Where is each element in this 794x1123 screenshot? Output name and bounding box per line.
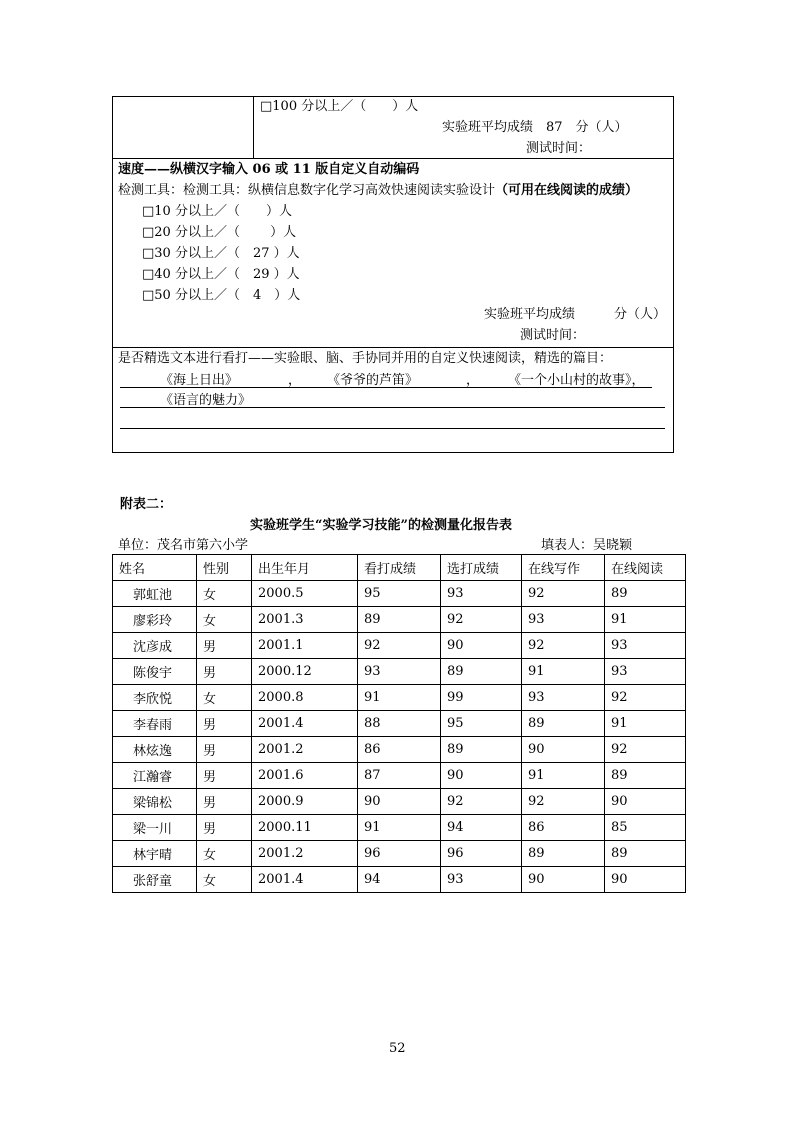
speed-option-40: □40 分以上／（ 29 ）人 [142,267,300,282]
cell-birth: 2001.6 [252,763,358,789]
table-row [113,763,686,789]
cell-select-typing: 96 [441,841,522,867]
header-online-reading: 在线阅读 [605,555,686,581]
cell-select-typing: 99 [441,685,522,711]
cell-online-reading: 91 [605,607,686,633]
grade-table [112,554,686,893]
speed-option-20: □20 分以上／（ ）人 [142,225,297,240]
table-header-row [113,555,686,581]
cell-select-typing: 90 [441,633,522,659]
cell-typing: 89 [358,607,441,633]
cell-birth: 2001.2 [252,737,358,763]
cell-online-writing: 91 [522,763,605,789]
cell-name: 梁一川 [113,815,197,841]
underline-3 [120,428,665,429]
cell-name: 李春雨 [113,711,197,737]
header-name: 姓名 [113,555,197,581]
cell-online-reading: 91 [605,711,686,737]
table-row [113,789,686,815]
table-row [113,711,686,737]
reading-title-1: 《海上日出》 [160,373,239,388]
form-divider-vertical [253,96,254,158]
cell-online-reading: 89 [605,841,686,867]
table-row [113,607,686,633]
cell-name: 林炫逸 [113,737,197,763]
speed-option-10: □10 分以上／（ ）人 [142,204,292,219]
cell-typing: 91 [358,815,441,841]
cell-name: 张舒童 [113,867,197,893]
cell-typing: 87 [358,763,441,789]
cell-select-typing: 94 [441,815,522,841]
speed-test-time: 测试时间： [520,328,586,343]
cell-birth: 2001.2 [252,841,358,867]
table-row [113,737,686,763]
option-100: □100 分以上／（ ）人 [260,99,419,114]
speed-tool-text: 检测工具：检测工具：纵横信息数字化学习高效快速阅读实验设计 [118,183,496,198]
cell-typing: 93 [358,659,441,685]
cell-gender: 女 [197,607,252,633]
cell-typing: 92 [358,633,441,659]
table-row [113,841,686,867]
form-divider-2 [112,347,674,348]
cell-name: 廖彩玲 [113,607,197,633]
cell-birth: 2000.8 [252,685,358,711]
cell-online-writing: 89 [522,841,605,867]
cell-birth: 2001.3 [252,607,358,633]
cell-select-typing: 92 [441,789,522,815]
header-typing: 看打成绩 [358,555,441,581]
appendix-filler: 填表人：吴晓颖 [541,538,633,553]
cell-name: 梁锦松 [113,789,197,815]
cell-select-typing: 95 [441,711,522,737]
cell-online-reading: 89 [605,581,686,607]
cell-select-typing: 93 [441,581,522,607]
cell-online-writing: 92 [522,789,605,815]
cell-gender: 男 [197,711,252,737]
appendix-label: 附表二： [120,497,173,512]
cell-name: 郭虹池 [113,581,197,607]
cell-gender: 男 [197,815,252,841]
cell-gender: 男 [197,789,252,815]
cell-online-writing: 90 [522,737,605,763]
cell-typing: 86 [358,737,441,763]
cell-online-writing: 93 [522,685,605,711]
cell-name: 江瀚睿 [113,763,197,789]
cell-typing: 88 [358,711,441,737]
reading-question: 是否精选文本进行看打——实验眼、脑、手协同并用的自定义快速阅读，精选的篇目： [118,351,613,366]
cell-select-typing: 93 [441,867,522,893]
reading-title-3: 《一个小山村的故事》， [508,373,645,388]
form-divider-1 [112,158,674,159]
cell-birth: 2001.4 [252,867,358,893]
cell-birth: 2001.1 [252,633,358,659]
cell-birth: 2001.4 [252,711,358,737]
top-test-time: 测试时间： [526,141,592,156]
cell-typing: 90 [358,789,441,815]
cell-select-typing: 90 [441,763,522,789]
cell-typing: 91 [358,685,441,711]
cell-typing: 96 [358,841,441,867]
cell-select-typing: 92 [441,607,522,633]
cell-gender: 男 [197,633,252,659]
cell-gender: 男 [197,659,252,685]
speed-tool [118,183,638,199]
cell-online-reading: 85 [605,815,686,841]
speed-average-label: 实验班平均成绩 分（人） [484,307,667,322]
cell-online-reading: 92 [605,737,686,763]
cell-gender: 男 [197,763,252,789]
cell-online-reading: 92 [605,685,686,711]
cell-online-writing: 92 [522,633,605,659]
underline-1 [120,387,652,388]
cell-online-reading: 89 [605,763,686,789]
speed-tool-note: （可用在线阅读的成绩） [495,183,639,198]
header-birth: 出生年月 [252,555,358,581]
appendix-unit: 单位：茂名市第六小学 [118,538,249,553]
cell-gender: 女 [197,581,252,607]
cell-online-writing: 92 [522,581,605,607]
table-row [113,633,686,659]
cell-online-writing: 93 [522,607,605,633]
cell-online-writing: 89 [522,711,605,737]
table-row [113,815,686,841]
table-row [113,581,686,607]
cell-online-reading: 93 [605,659,686,685]
header-select-typing: 选打成绩 [441,555,522,581]
cell-birth: 2000.5 [252,581,358,607]
cell-gender: 男 [197,737,252,763]
cell-online-reading: 93 [605,633,686,659]
cell-birth: 2000.12 [252,659,358,685]
appendix-title: 实验班学生“实验学习技能”的检测量化报告表 [250,518,512,533]
reading-title-4: 《语言的魅力》 [160,393,252,408]
page-number: 52 [389,1041,406,1056]
table-row [113,659,686,685]
header-online-writing: 在线写作 [522,555,605,581]
cell-select-typing: 89 [441,737,522,763]
cell-online-writing: 90 [522,867,605,893]
table-row [113,685,686,711]
cell-birth: 2000.9 [252,789,358,815]
reading-title-2: 《爷爷的芦笛》 [327,373,419,388]
cell-name: 陈俊宇 [113,659,197,685]
table-row [113,867,686,893]
cell-name: 林宇晴 [113,841,197,867]
top-average-label: 实验班平均成绩 87 分（人） [442,120,628,135]
cell-name: 李欣悦 [113,685,197,711]
cell-online-reading: 90 [605,867,686,893]
cell-gender: 女 [197,841,252,867]
cell-birth: 2000.11 [252,815,358,841]
cell-select-typing: 89 [441,659,522,685]
cell-name: 沈彦成 [113,633,197,659]
cell-online-reading: 90 [605,789,686,815]
cell-online-writing: 86 [522,815,605,841]
speed-option-30: □30 分以上／（ 27 ）人 [142,246,300,261]
reading-sep-1: ， [288,373,302,388]
header-gender: 性别 [197,555,252,581]
cell-typing: 94 [358,867,441,893]
cell-gender: 女 [197,867,252,893]
cell-online-writing: 91 [522,659,605,685]
underline-2 [120,407,665,408]
speed-option-50: □50 分以上／（ 4 ）人 [142,288,301,303]
reading-sep-2: ， [466,373,480,388]
cell-typing: 95 [358,581,441,607]
cell-gender: 女 [197,685,252,711]
speed-heading: 速度——纵横汉字输入 06 或 11 版自定义自动编码 [118,162,420,177]
